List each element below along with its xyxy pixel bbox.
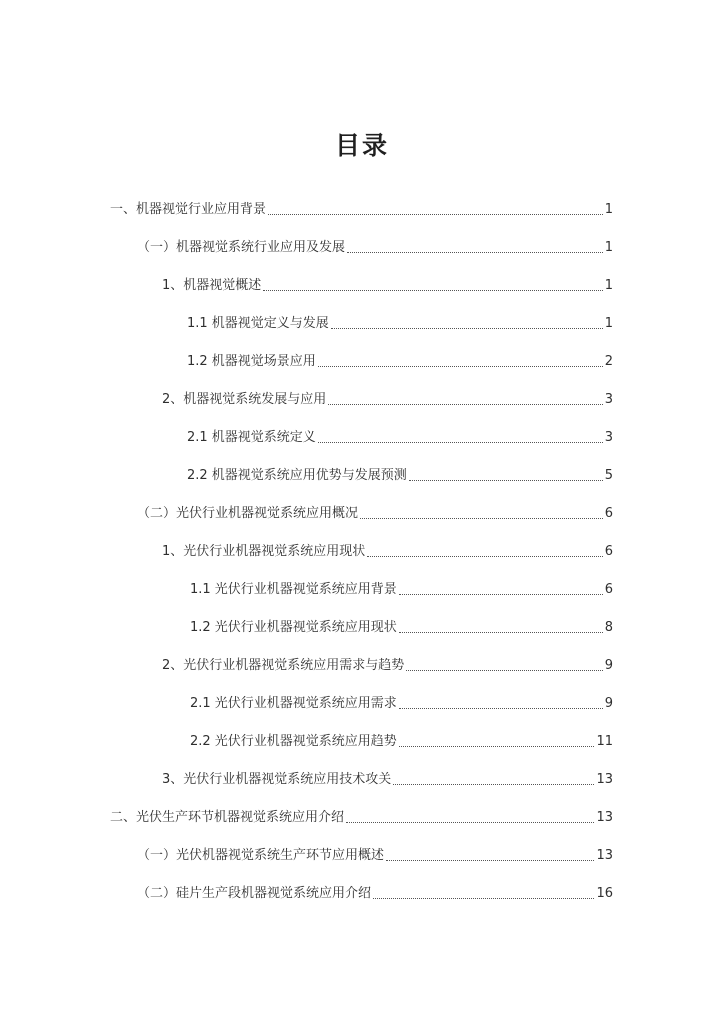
toc-entry[interactable] <box>187 463 613 489</box>
toc-entry-page: 6 <box>604 506 613 521</box>
toc-entry[interactable] <box>190 577 613 603</box>
toc-entry-label: 1.2 机器视觉场景应用 <box>187 354 316 369</box>
toc-entry[interactable] <box>162 539 613 565</box>
toc-entry-page: 5 <box>604 468 613 483</box>
toc-entry-page: 13 <box>596 848 613 863</box>
toc-entry-label: 2.1 机器视觉系统定义 <box>187 430 316 445</box>
toc-dot-leader <box>399 632 603 633</box>
toc-entry-page: 8 <box>604 620 613 635</box>
toc-entry-label: 2.2 机器视觉系统应用优势与发展预测 <box>187 468 407 483</box>
toc-dot-leader <box>331 328 603 329</box>
toc-dot-leader <box>393 784 594 785</box>
toc-dot-leader <box>399 708 603 709</box>
toc-entry-label: 2.2 光伏行业机器视觉系统应用趋势 <box>190 734 397 749</box>
toc-entry-page: 6 <box>604 544 613 559</box>
toc-entry-label: 2、光伏行业机器视觉系统应用需求与趋势 <box>162 658 405 673</box>
toc-entry[interactable] <box>137 501 613 527</box>
toc-dot-leader <box>360 518 603 519</box>
toc-entry[interactable] <box>137 235 613 261</box>
toc-entry[interactable] <box>137 843 613 869</box>
toc-dot-leader <box>318 366 603 367</box>
toc-entry-label: （一）机器视觉系统行业应用及发展 <box>137 240 346 255</box>
toc-entry[interactable] <box>162 653 613 679</box>
toc-dot-leader <box>409 480 603 481</box>
toc-entry[interactable] <box>162 273 613 299</box>
toc-entry-label: 1.2 光伏行业机器视觉系统应用现状 <box>190 620 397 635</box>
toc-entry-label: 1、光伏行业机器视觉系统应用现状 <box>162 544 366 559</box>
toc-dot-leader <box>347 252 603 253</box>
toc-dot-leader <box>399 746 595 747</box>
toc-entry-page: 11 <box>596 734 613 749</box>
toc-dot-leader <box>373 898 594 899</box>
toc-entry-page: 1 <box>604 202 613 217</box>
toc-entry-page: 6 <box>604 582 613 597</box>
toc-dot-leader <box>386 860 594 861</box>
toc-entry-label: 1.1 光伏行业机器视觉系统应用背景 <box>190 582 397 597</box>
toc-entry[interactable] <box>137 881 613 907</box>
toc-dot-leader <box>367 556 602 557</box>
toc-entry-label: 2.1 光伏行业机器视觉系统应用需求 <box>190 696 397 711</box>
toc-entry-page: 13 <box>596 772 613 787</box>
toc-dot-leader <box>346 822 594 823</box>
toc-entry[interactable] <box>190 691 613 717</box>
toc-entry-page: 3 <box>604 392 613 407</box>
toc-entry-label: 3、光伏行业机器视觉系统应用技术攻关 <box>162 772 392 787</box>
toc-entry[interactable] <box>190 615 613 641</box>
toc-dot-leader <box>263 290 602 291</box>
toc-entry[interactable] <box>187 349 613 375</box>
toc-entry[interactable] <box>187 425 613 451</box>
toc-dot-leader <box>268 214 603 215</box>
toc-entry-page: 13 <box>596 810 613 825</box>
toc-entry-page: 1 <box>604 316 613 331</box>
toc-entry-page: 16 <box>596 886 613 901</box>
toc-entry-label: 2、机器视觉系统发展与应用 <box>162 392 327 407</box>
toc-entry-page: 3 <box>604 430 613 445</box>
toc-entry[interactable] <box>162 387 613 413</box>
toc-entry[interactable] <box>110 197 613 223</box>
toc-entry-label: 一、机器视觉行业应用背景 <box>110 202 267 217</box>
toc-dot-leader <box>318 442 603 443</box>
toc-entry-page: 1 <box>604 240 613 255</box>
toc-entry-label: （二）硅片生产段机器视觉系统应用介绍 <box>137 886 372 901</box>
toc-entry-label: 二、光伏生产环节机器视觉系统应用介绍 <box>110 810 345 825</box>
toc-dot-leader <box>328 404 602 405</box>
page-title: 目录 <box>334 131 389 160</box>
toc-entry-page: 9 <box>604 658 613 673</box>
toc-entry-page: 1 <box>604 278 613 293</box>
toc-entry[interactable] <box>110 805 613 831</box>
toc-entry[interactable] <box>162 767 613 793</box>
toc-entry-label: 1、机器视觉概述 <box>162 278 262 293</box>
toc-entry-page: 9 <box>604 696 613 711</box>
toc-entry-label: （二）光伏行业机器视觉系统应用概况 <box>137 506 359 521</box>
toc-entry[interactable] <box>187 311 613 337</box>
toc-entry-label: 1.1 机器视觉定义与发展 <box>187 316 329 331</box>
toc-dot-leader <box>399 594 603 595</box>
toc-dot-leader <box>406 670 602 671</box>
toc-entry[interactable] <box>190 729 613 755</box>
toc-entry-label: （一）光伏机器视觉系统生产环节应用概述 <box>137 848 385 863</box>
toc-entry-page: 2 <box>604 354 613 369</box>
